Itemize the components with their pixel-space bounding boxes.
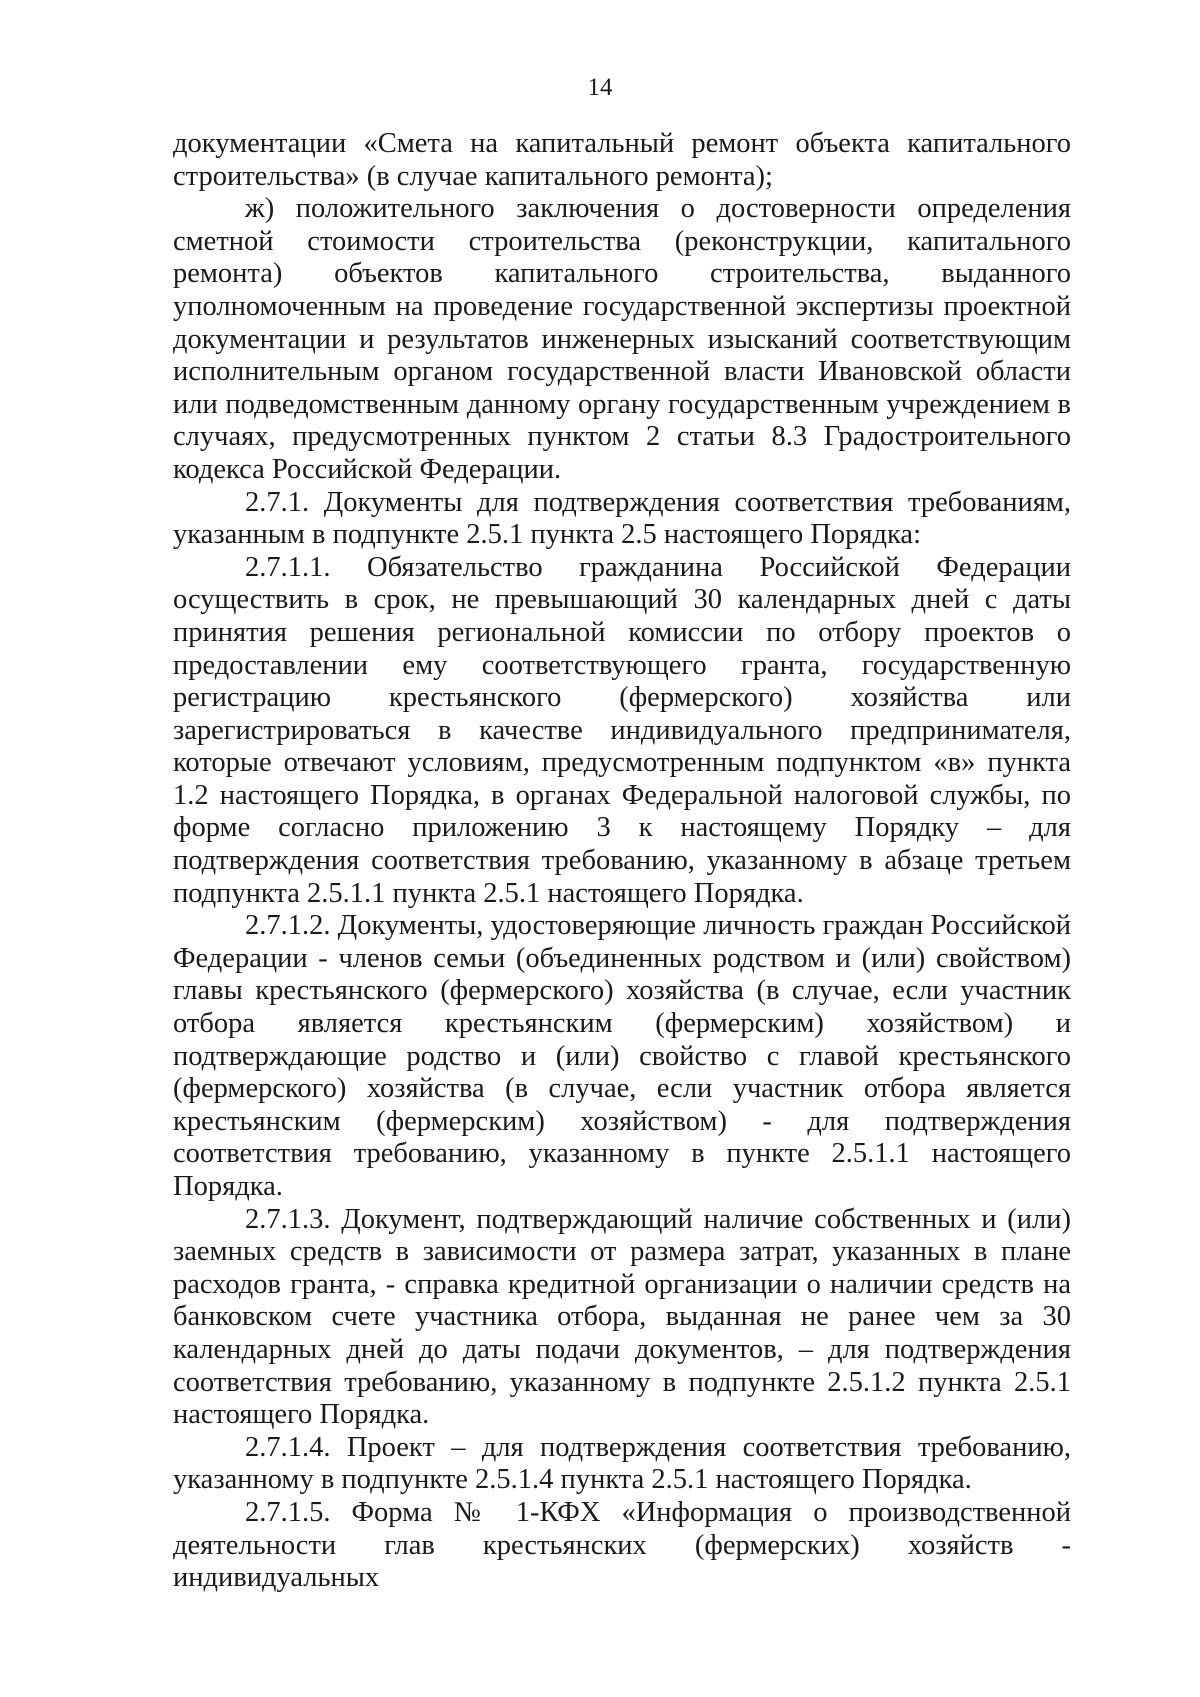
paragraph-2-7-1: 2.7.1. Документы для подтверждения соответствия требованиям, указанным в подпункте 2.5.1 пункта 2.5 настоящего Порядка: [173,486,1071,551]
paragraph-2-7-1-5: 2.7.1.5. Форма № 1-КФХ «Информация о производственной деятельности глав крестьянских (фермерских) хозяйств - индивидуальных [173,1496,1071,1594]
paragraph-estimate-documentation: документации «Смета на капитальный ремонт объекта капитального строительства» (в случае капитального ремонта); [173,128,1071,192]
document-body [173,128,1071,1595]
paragraph-item-zh-positive-conclusion: ж) положительного заключения о достоверности определения сметной стоимости строительства (реконструкции, капитального ремонта) объектов капитального строительства, выданного уполномоченным на проведение государственной экспертизы проектной документации и результатов инженерных изысканий соответствующим исполнительным органом государственной власти Ивановской области или подведомственным данному органу государственным учреждением в случаях, предусмотренных пунктом 2 статьи 8.3 Градостроительного кодекса Российской Федерации. [173,193,1071,485]
page-number: 14 [587,74,613,101]
paragraph-2-7-1-4: 2.7.1.4. Проект – для подтверждения соответствия требованию, указанному в подпункте 2.5.1.4 пункта 2.5.1 настоящего Порядка. [173,1431,1071,1496]
paragraph-2-7-1-3: 2.7.1.3. Документ, подтверждающий наличие собственных и (или) заемных средств в зависимости от размера затрат, указанных в плане расходов гранта, - справка кредитной организации о наличии средств на банковском счете участника отбора, выданная не ранее чем за 30 календарных дней до даты подачи документов, – для подтверждения соответствия требованию, указанному в подпункте 2.5.1.2 пункта 2.5.1 настоящего Порядка. [173,1203,1071,1431]
paragraph-2-7-1-1: 2.7.1.1. Обязательство гражданина Российской Федерации осуществить в срок, не превышающий 30 календарных дней с даты принятия решения региональной комиссии по отбору проектов о предоставлении ему соответствующего гранта, государственную регистрацию крестьянского (фермерского) хозяйства или зарегистрироваться в качестве индивидуального предпринимателя, которые отвечают условиям, предусмотренным подпунктом «в» пункта 1.2 настоящего Порядка, в органах Федеральной налоговой службы, по форме согласно приложению 3 к настоящему Порядку – для подтверждения соответствия требованию, указанному в абзаце третьем подпункта 2.5.1.1 пункта 2.5.1 настоящего Порядка. [173,551,1071,909]
paragraph-2-7-1-2: 2.7.1.2. Документы, удостоверяющие личность граждан Российской Федерации - членов семьи (объединенных родством и (или) свойством) главы крестьянского (фермерского) хозяйства (в случае, если участник отбора является крестьянским (фермерским) хозяйством) и подтверждающие родство и (или) свойство с главой крестьянского (фермерского) хозяйства (в случае, если участник отбора является крестьянским (фермерским) хозяйством) - для подтверждения соответствия требованию, указанному в пункте 2.5.1.1 настоящего Порядка. [173,910,1071,1202]
